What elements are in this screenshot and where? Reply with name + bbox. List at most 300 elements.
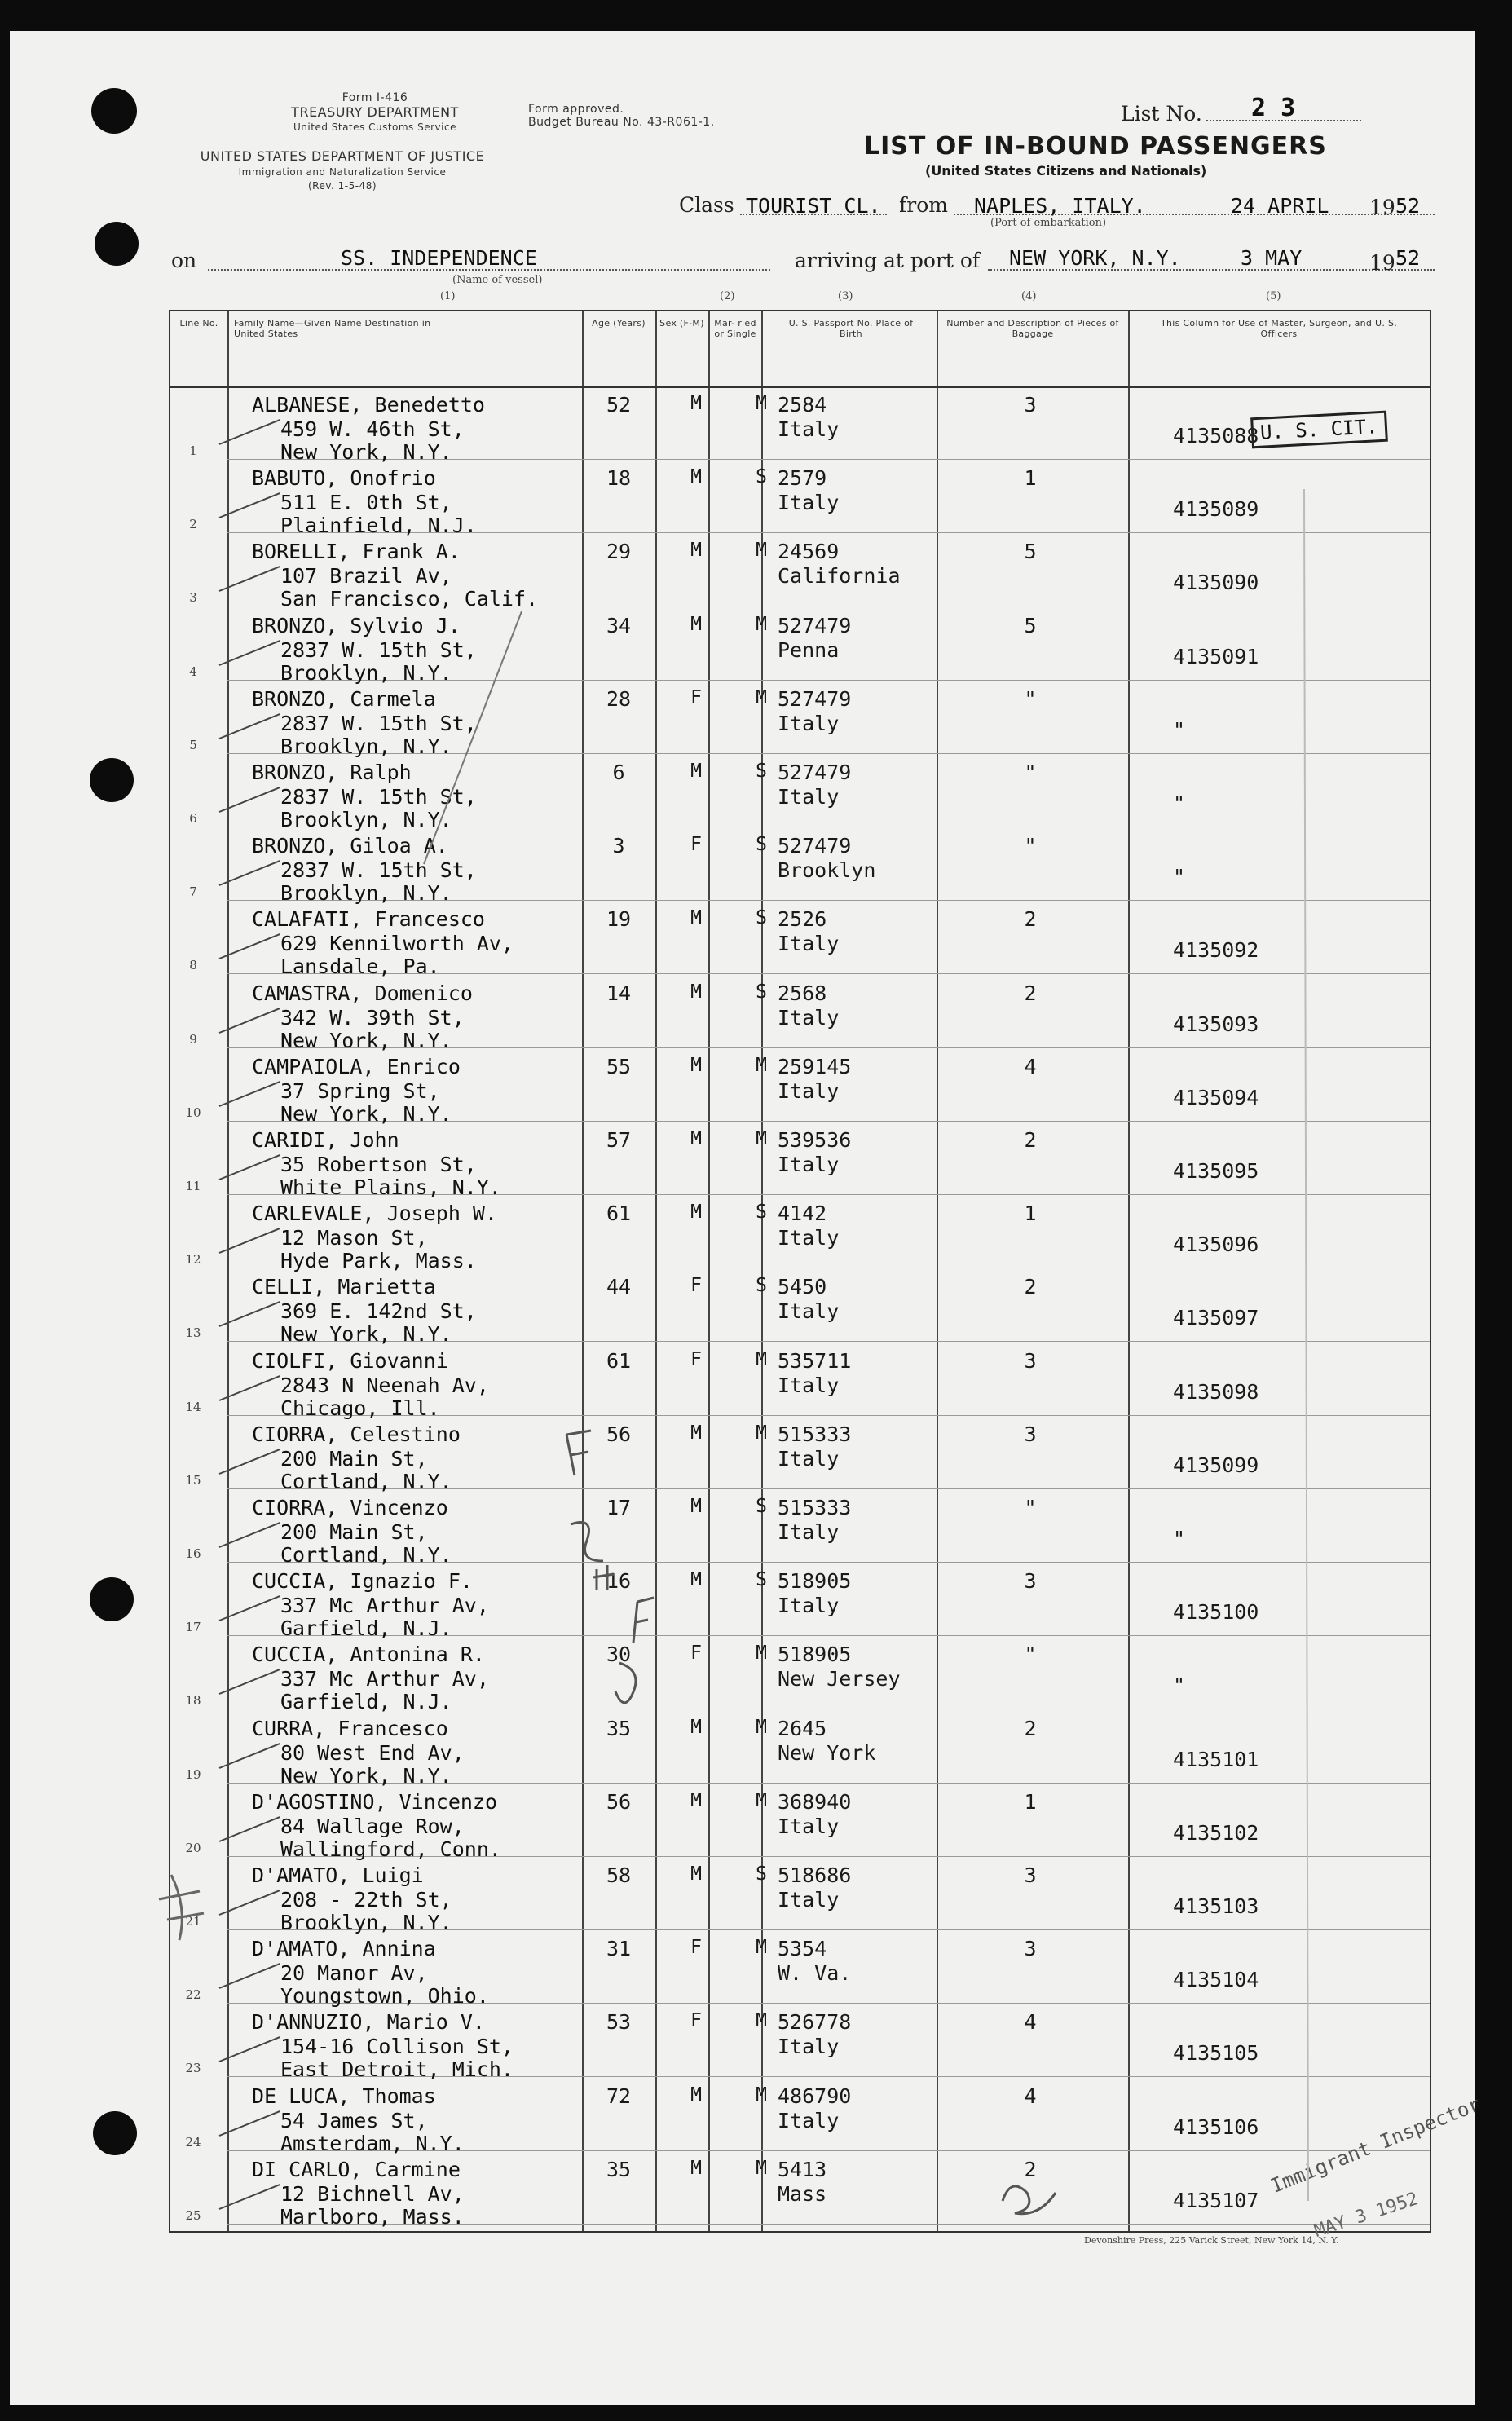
line-number: 25 [185,2207,201,2223]
baggage-count: " [1024,761,1037,784]
passenger-age: 72 [606,2084,632,2108]
address-city: Brooklyn, N.Y. [280,660,452,685]
address-city: Brooklyn, N.Y. [280,1911,452,1934]
marital-status: S [756,1496,767,1517]
baggage-count: 1 [1024,466,1037,491]
document-subtitle: (United States Citizens and Nationals) [925,163,1207,179]
col-number-5: (5) [1266,290,1281,302]
check-mark [219,860,280,886]
marital-status: M [756,1643,767,1665]
baggage-count: 5 [1024,613,1037,637]
check-mark [219,2110,280,2137]
address-city: New York, N.Y. [280,1763,452,1788]
officer-number: " [1173,1674,1186,1698]
col-number-4: (4) [1021,290,1037,302]
table-row [170,1195,1430,1273]
baggage-count: 2 [1024,2157,1037,2181]
line-number: 6 [189,811,197,826]
officer-number: 4135103 [1173,1894,1259,1918]
passenger-age: 57 [606,1128,632,1152]
class-label: Class [679,193,734,217]
officer-number: 4135093 [1173,1012,1259,1036]
address-street: 200 Main St, [280,1446,428,1471]
address-city: Cortland, N.Y. [280,1543,452,1567]
passenger-age: 28 [606,686,632,711]
address-city: Garfield, N.J. [280,1616,452,1641]
passport-number: 518686 [778,1863,852,1887]
vessel-note: (Name of vessel) [452,274,543,286]
address-street: 200 Main St, [280,1520,428,1544]
check-mark [219,640,280,666]
officer-number: 4135101 [1173,1747,1259,1771]
passport-number: 539536 [778,1128,852,1152]
passenger-sex: M [690,466,702,488]
table-row [170,1489,1430,1567]
place-of-birth: Italy [778,1373,840,1397]
passenger-name: BRONZO, Giloa A. [252,834,448,858]
passenger-name: D'AMATO, Annina [252,1937,436,1961]
passenger-name: DI CARLO, Carmine [252,2157,461,2181]
passenger-name: CIOLFI, Giovanni [252,1348,448,1373]
printer-imprint: Devonshire Press, 225 Varick Street, New York 14, N. Y. [1084,2235,1339,2246]
passenger-sex: M [690,1716,702,1738]
passenger-sex: M [690,1496,702,1517]
passport-number: 515333 [778,1496,852,1519]
col-header-married: Mar- ried or Single [714,318,756,339]
passport-number: 486790 [778,2084,852,2108]
address-street: 2843 N Neenah Av, [280,1373,489,1397]
table-row [170,1636,1430,1714]
check-mark [219,1890,280,1916]
line-number: 23 [185,2061,201,2076]
place-of-birth: Italy [778,1814,840,1838]
passport-number: 2584 [778,393,827,417]
binder-hole [93,2111,137,2155]
line-number: 17 [185,1620,201,1635]
officer-number: " [1173,865,1186,889]
officer-number: 4135095 [1173,1159,1259,1183]
officer-number: 4135088 [1173,424,1259,448]
officer-number: 4135092 [1173,938,1259,963]
passenger-table [169,310,1431,2233]
passport-number: 259145 [778,1054,852,1078]
passenger-sex: M [690,393,702,414]
passport-number: 527479 [778,613,852,637]
form-number: Form I-416 [342,91,408,104]
address-city: Garfield, N.J. [280,1690,452,1714]
budget-bureau: Budget Bureau No. 43-R061-1. [528,116,715,129]
table-row [170,1930,1430,2009]
us-citizen-stamp-text: U. S. CIT. [1259,415,1379,444]
officer-number: 4135096 [1173,1233,1259,1257]
passenger-age: 31 [606,1937,632,1961]
passport-number: 527479 [778,834,852,858]
passenger-sex: M [690,540,702,562]
marital-status: S [756,761,767,782]
passenger-sex: F [690,1275,702,1297]
table-row [170,901,1430,979]
baggage-count: 1 [1024,1202,1037,1226]
passenger-sex: M [690,907,702,929]
check-mark [219,1743,280,1769]
passenger-name: CARIDI, John [252,1128,399,1152]
line-number: 11 [185,1179,201,1193]
line-number: 14 [185,1399,201,1414]
address-city: Lansdale, Pa. [280,955,440,979]
col-number-3: (3) [838,290,853,302]
list-no-value: 2 3 [1251,94,1296,122]
passenger-sex: F [690,686,702,708]
passport-number: 5413 [778,2157,827,2181]
passenger-name: CARLEVALE, Joseph W. [252,1202,498,1226]
table-row [170,975,1430,1052]
baggage-count: 2 [1024,1128,1037,1152]
address-street: 2837 W. 15th St, [280,858,477,883]
place-of-birth: Italy [778,785,840,809]
marital-status: S [756,907,767,929]
check-mark [219,1669,280,1695]
passport-number: 4142 [778,1202,827,1226]
passenger-age: 6 [612,761,625,784]
place-of-birth: Italy [778,1299,840,1324]
place-of-birth: Italy [778,1594,840,1618]
line-number: 4 [189,664,197,679]
passenger-age: 35 [606,2157,632,2181]
address-street: 208 - 22th St, [280,1888,452,1912]
arriving-label: arriving at port of [795,249,981,272]
passenger-name: BABUTO, Onofrio [252,466,436,491]
passenger-name: D'AMATO, Luigi [252,1863,424,1887]
place-of-birth: Italy [778,1226,840,1250]
immigration-service: Immigration and Naturalization Service [238,166,447,178]
binder-hole [91,88,137,134]
passenger-name: CAMPAIOLA, Enrico [252,1054,461,1078]
line-number: 10 [185,1105,201,1120]
line-number: 2 [189,517,197,532]
address-city: White Plains, N.Y. [280,1175,501,1199]
passport-number: 515333 [778,1422,852,1446]
table-row [170,1268,1430,1347]
passport-number: 518905 [778,1569,852,1594]
passenger-age: 61 [606,1348,632,1373]
baggage-count: 3 [1024,1422,1037,1446]
col-header-name: Family Name—Given Name Destination in United States [234,318,431,339]
document-title: LIST OF IN-BOUND PASSENGERS [864,132,1327,161]
address-city: Chicago, Ill. [280,1396,440,1420]
passport-number: 535711 [778,1348,852,1373]
officer-number: 4135105 [1173,2041,1259,2066]
passport-number: 5354 [778,1937,827,1961]
address-street: 107 Brazil Av, [280,564,452,589]
address-street: 337 Mc Arthur Av, [280,1667,489,1691]
officer-number: 4135097 [1173,1306,1259,1330]
marital-status: M [756,1937,767,1959]
check-mark [219,2036,280,2062]
line-number: 7 [189,884,197,900]
passenger-sex: M [690,1789,702,1811]
marital-status: M [756,1128,767,1149]
inspector-stamp-text: Immigrant Inspector [1267,2092,1484,2198]
col-header-sex: Sex (F-M) [659,318,704,329]
line-number: 24 [185,2134,201,2150]
table-row [170,1048,1430,1126]
marital-status: M [756,1716,767,1738]
passenger-sex: M [690,761,702,782]
address-street: 80 West End Av, [280,1740,465,1765]
address-city: Hyde Park, Mass. [280,1249,477,1273]
binder-hole [90,1577,134,1621]
place-of-birth: Italy [778,2035,840,2059]
line-number: 3 [189,590,197,606]
passenger-age: 35 [606,1716,632,1740]
address-city: New York, N.Y. [280,1322,452,1347]
address-city: Amsterdam, N.Y. [280,2131,465,2155]
address-street: 154-16 Collison St, [280,2035,514,2059]
baggage-count: " [1024,686,1037,711]
department-of-justice: UNITED STATES DEPARTMENT OF JUSTICE [200,148,485,164]
check-mark [219,1595,280,1621]
passenger-name: BRONZO, Sylvio J. [252,613,461,637]
table-row [170,2004,1430,2082]
baggage-count: 3 [1024,1863,1037,1887]
treasury-department: TREASURY DEPARTMENT [291,104,459,120]
place-of-birth: Italy [778,2108,840,2132]
check-mark [219,492,280,518]
officer-number: 4135099 [1173,1453,1259,1477]
customs-service: United States Customs Service [293,121,456,133]
address-street: 342 W. 39th St, [280,1005,465,1030]
marital-status: S [756,1202,767,1224]
check-mark [219,1449,280,1475]
depart-year: 52 [1395,194,1421,218]
marital-status: S [756,466,767,488]
table-row [170,1122,1430,1199]
marital-status: M [756,613,767,635]
address-city: Brooklyn, N.Y. [280,881,452,906]
col-header-line: Line No. [179,318,218,329]
marital-status: S [756,1569,767,1591]
address-street: 459 W. 46th St, [280,417,465,441]
table-row [170,533,1430,611]
baggage-count: 2 [1024,907,1037,932]
passenger-sex: F [690,1348,702,1370]
baggage-count: " [1024,1496,1037,1519]
col-header-officers: This Column for Use of Master, Surgeon, and U. S. Officers [1160,318,1398,339]
address-city: San Francisco, Calif. [280,587,539,611]
place-of-birth: Italy [778,932,840,956]
passenger-name: CAMASTRA, Domenico [252,981,473,1005]
address-city: New York, N.Y. [280,1028,452,1052]
line-number: 9 [189,1031,197,1047]
table-row [170,460,1430,538]
marital-status: M [756,393,767,414]
passenger-age: 52 [606,393,632,417]
table-row [170,2151,1430,2229]
from-label: from [899,193,948,217]
col-number-1: (1) [440,290,456,302]
passport-number: 527479 [778,761,852,784]
passenger-name: CURRA, Francesco [252,1716,448,1740]
address-city: Marlboro, Mass. [280,2204,465,2229]
baggage-count: 2 [1024,981,1037,1005]
passenger-name: CUCCIA, Antonina R. [252,1643,485,1667]
address-street: 2837 W. 15th St, [280,711,477,735]
passenger-age: 29 [606,540,632,564]
officer-number: 4135091 [1173,644,1259,668]
table-row [170,386,1430,464]
passport-number: 2645 [778,1716,827,1740]
depart-date: 24 APRIL [1231,194,1329,218]
check-mark [219,1963,280,1989]
baggage-count: " [1024,1643,1037,1667]
passenger-age: 3 [612,834,625,858]
baggage-count: 3 [1024,1937,1037,1961]
passenger-name: DE LUCA, Thomas [252,2084,436,2108]
table-row [170,1710,1430,1788]
passenger-sex: M [690,1054,702,1076]
col-header-baggage: Number and Description of Pieces of Baggage [946,318,1119,339]
marital-status: M [756,1054,767,1076]
officer-number: 4135102 [1173,1820,1259,1845]
place-of-birth: Penna [778,637,840,662]
marital-status: M [756,1348,767,1370]
baggage-count: " [1024,834,1037,858]
line-number: 19 [185,1766,201,1782]
passenger-name: ALBANESE, Benedetto [252,393,485,417]
place-of-birth: Italy [778,1005,840,1030]
passenger-sex: M [690,1128,702,1149]
passenger-age: 53 [606,2010,632,2035]
marital-status: M [756,540,767,562]
passenger-name: BRONZO, Ralph [252,761,412,784]
passenger-age: 19 [606,907,632,932]
passenger-sex: M [690,2084,702,2106]
passport-number: 2579 [778,466,827,491]
officer-number: 4135094 [1173,1085,1259,1109]
place-of-birth: W. Va. [778,1961,852,1986]
officer-number: 4135090 [1173,571,1259,595]
line-number: 16 [185,1546,201,1561]
passenger-name: D'AGOSTINO, Vincenzo [252,1789,498,1814]
passenger-name: D'ANNUZIO, Mario V. [252,2010,485,2035]
place-of-birth: New York [778,1740,876,1765]
table-row [170,754,1430,831]
arrival-year: 52 [1395,246,1421,270]
passenger-age: 56 [606,1789,632,1814]
passenger-age: 18 [606,466,632,491]
passport-number: 2526 [778,907,827,932]
arrival-year-prefix: 19 [1369,251,1395,275]
officer-number: 4135104 [1173,1968,1259,1992]
check-mark [219,1375,280,1401]
table-row [170,1343,1430,1420]
col-number-2: (2) [720,290,735,302]
class-value: TOURIST CL. [746,194,881,218]
address-street: 2837 W. 15th St, [280,785,477,809]
baggage-count: 3 [1024,1569,1037,1594]
place-of-birth: Italy [778,1078,840,1103]
check-mark [219,713,280,739]
passenger-age: 14 [606,981,632,1005]
passport-number: 5450 [778,1275,827,1299]
passenger-sex: M [690,613,702,635]
officer-number: " [1173,717,1186,742]
line-number: 21 [185,1914,201,1929]
place-of-birth: New Jersey [778,1667,901,1691]
passenger-sex: M [690,2157,702,2179]
marital-status: S [756,834,767,856]
inspector-stamp-date: MAY 3 1952 [1311,2189,1422,2242]
passenger-name: CALAFATI, Francesco [252,907,485,932]
baggage-count: 1 [1024,1789,1037,1814]
address-street: 629 Kennilworth Av, [280,932,514,956]
place-of-birth: Italy [778,1888,840,1912]
address-city: New York, N.Y. [280,1101,452,1126]
baggage-count: 5 [1024,540,1037,564]
check-mark [219,1228,280,1254]
vessel-name: SS. INDEPENDENCE [341,246,537,270]
embark-port: NAPLES, ITALY. [974,194,1146,218]
address-city: East Detroit, Mich. [280,2057,514,2082]
address-street: 20 Manor Av, [280,1961,428,1986]
address-city: New York, N.Y. [280,440,452,464]
check-mark [219,787,280,813]
passport-number: 518905 [778,1643,852,1667]
col-header-age: Age (Years) [592,318,646,329]
passport-number: 527479 [778,686,852,711]
baggage-count: 3 [1024,393,1037,417]
address-street: 84 Wallage Row, [280,1814,465,1838]
marital-status: S [756,1863,767,1885]
form-revision: (Rev. 1-5-48) [307,180,377,192]
table-row [170,1857,1430,1934]
check-mark [219,1008,280,1034]
line-number: 18 [185,1693,201,1709]
passenger-sex: F [690,834,702,856]
officer-number: " [1173,792,1186,815]
passenger-age: 56 [606,1422,632,1446]
marital-status: M [756,686,767,708]
officer-number: 4135107 [1173,2188,1259,2212]
marital-status: M [756,1422,767,1444]
passenger-sex: M [690,1863,702,1885]
officer-number: " [1173,1527,1186,1550]
passport-number: 526778 [778,2010,852,2035]
address-street: 35 Robertson St, [280,1153,477,1176]
table-row [170,1416,1430,1493]
line-number: 12 [185,1252,201,1268]
place-of-birth: Italy [778,417,840,441]
check-mark [219,933,280,959]
col-header-passport: U. S. Passport No. Place of Birth [788,318,914,339]
embark-note: (Port of embarkation) [990,217,1107,229]
passenger-name: CIORRA, Celestino [252,1422,461,1446]
address-city: Youngstown, Ohio. [280,1984,489,2009]
arrival-port: NEW YORK, N.Y. [1009,246,1181,270]
marital-status: M [756,2157,767,2179]
binder-hole [95,222,139,266]
passenger-age: 44 [606,1275,632,1299]
line-number: 1 [189,443,197,458]
check-mark [219,419,280,445]
check-mark [219,566,280,592]
address-city: Brooklyn, N.Y. [280,808,452,831]
passenger-sex: M [690,1422,702,1444]
address-street: 12 Mason St, [280,1226,428,1250]
baggage-count: 4 [1024,2084,1037,2108]
place-of-birth: Italy [778,1520,840,1544]
marital-status: S [756,981,767,1003]
